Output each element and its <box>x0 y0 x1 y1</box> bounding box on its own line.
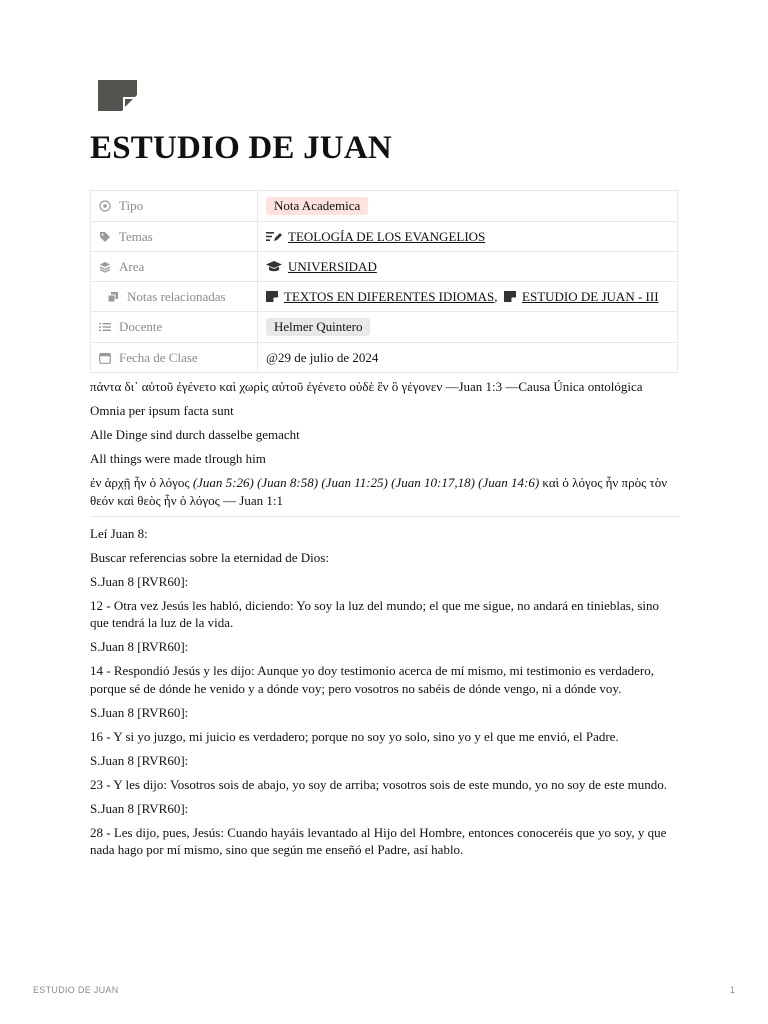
property-row-temas <box>91 222 678 252</box>
greek-text: καὶ ὁ λόγος ἦν πρὸς τὸν θεόν καὶ θεὸς ἦν ὁ λόγος — Juan 1:1 <box>90 475 668 508</box>
verse-reference: S.Juan 8 [RVR60]: <box>90 704 189 720</box>
verse-text: 28 - Les dijo, pues, Jesús: Cuando hayáis levantado al Hijo del Hombre, entonces conoceréis que yo soy, y que nada hago por mí mismo, sino que según me enseñó el Padre, así hablo. <box>90 824 667 857</box>
property-value-temas[interactable] <box>258 222 678 252</box>
separator: , <box>494 289 498 304</box>
note-page-icon <box>98 80 137 111</box>
notes-pencil-icon <box>266 231 282 242</box>
property-row-docente <box>91 312 678 343</box>
docente-tag[interactable]: Helmer Quintero <box>266 318 370 336</box>
related-note-link[interactable]: ESTUDIO DE JUAN - III <box>522 289 659 304</box>
property-name-notas <box>91 282 258 312</box>
relation-icon <box>107 291 119 303</box>
property-value-fecha[interactable]: @29 de julio de 2024 <box>258 343 678 373</box>
property-label: Temas <box>119 229 153 244</box>
property-row-area <box>91 252 678 282</box>
greek-quote-john-1-1 <box>90 474 680 509</box>
greek-text: ἐν ἀρχῇ ἦν ὁ λόγος <box>90 475 190 490</box>
temas-link[interactable]: TEOLOGÍA DE LOS EVANGELIOS <box>288 229 486 244</box>
property-row-tipo <box>91 191 678 222</box>
properties-table <box>90 190 678 373</box>
verse-reference: S.Juan 8 [RVR60]: <box>90 752 189 768</box>
latin-quote: Omnia per ipsum facta sunt <box>90 403 234 418</box>
property-name-area <box>91 252 258 282</box>
note-icon <box>266 291 278 302</box>
tag-icon <box>99 231 111 243</box>
tipo-tag[interactable]: Nota Academica <box>266 197 368 215</box>
property-label: Docente <box>119 319 163 334</box>
property-row-fecha <box>91 343 678 373</box>
scripture-references: (Juan 5:26) (Juan 8:58) (Juan 11:25) (Juan 10:17,18) (Juan 14:6) <box>192 475 540 490</box>
property-value-notas <box>258 282 678 312</box>
calendar-icon <box>99 352 111 364</box>
page-number: 1 <box>729 985 735 995</box>
german-quote: Alle Dinge sind durch dasselbe gemacht <box>90 427 300 442</box>
verse-reference: S.Juan 8 [RVR60]: <box>90 800 189 816</box>
search-note: Buscar referencias sobre la eternidad de Dios: <box>90 549 329 565</box>
property-label: Area <box>119 259 145 274</box>
list-icon <box>99 321 111 333</box>
greek-quote: πάντα δι᾽ αὐτοῦ ἐγένετο καὶ χωρὶς αὐτοῦ ἐγένετο οὐδὲ ἓν ὃ γέγονεν —Juan 1:3 —Causa Única ontológica <box>90 379 643 394</box>
verse-text: 12 - Otra vez Jesús les habló, diciendo: Yo soy la luz del mundo; el que me sigue, no andará en tinieblas, sino que tendrá la luz de la vida. <box>90 597 659 630</box>
verse-text: 23 - Y les dijo: Vosotros sois de abajo, yo soy de arriba; vosotros sois de este mundo, yo no soy de este mundo. <box>90 776 668 792</box>
layers-icon <box>99 261 111 273</box>
property-name-docente <box>91 312 258 343</box>
page-content <box>90 378 680 865</box>
verse-reference: S.Juan 8 [RVR60]: <box>90 573 189 589</box>
footer-title: ESTUDIO DE JUAN <box>33 985 119 995</box>
property-name-temas <box>91 222 258 252</box>
property-value-docente[interactable] <box>258 312 678 343</box>
property-label: Tipo <box>119 198 144 213</box>
english-quote: All things were made tlrough him <box>90 451 266 466</box>
property-value-area[interactable] <box>258 252 678 282</box>
property-value-tipo[interactable] <box>258 191 678 222</box>
property-name-tipo <box>91 191 258 222</box>
divider <box>90 516 680 517</box>
property-label: Notas relacionadas <box>127 289 226 304</box>
verse-text: 16 - Y si yo juzgo, mi juicio es verdadero; porque no soy yo solo, sino yo y el que me envió, el Padre. <box>90 728 619 744</box>
area-link[interactable]: UNIVERSIDAD <box>288 259 377 274</box>
select-circle-icon <box>99 200 111 212</box>
verse-text: 14 - Respondió Jesús y les dijo: Aunque yo doy testimonio acerca de mí mismo, mi testimonio es verdadero, porque sé de dónde he venido y a dónde voy; pero vosotros no sabéis de dónde vengo, ni a dónde voy. <box>90 663 654 696</box>
page-title: ESTUDIO DE JUAN <box>90 130 392 166</box>
note-icon <box>504 291 516 302</box>
graduation-cap-icon <box>266 261 282 272</box>
property-name-fecha <box>91 343 258 373</box>
reading-note: Leí Juan 8: <box>90 525 148 541</box>
verse-reference: S.Juan 8 [RVR60]: <box>90 639 189 654</box>
property-row-notas <box>91 282 678 312</box>
property-label: Fecha de Clase <box>119 350 198 365</box>
related-note-link[interactable]: TEXTOS EN DIFERENTES IDIOMAS <box>284 289 495 304</box>
